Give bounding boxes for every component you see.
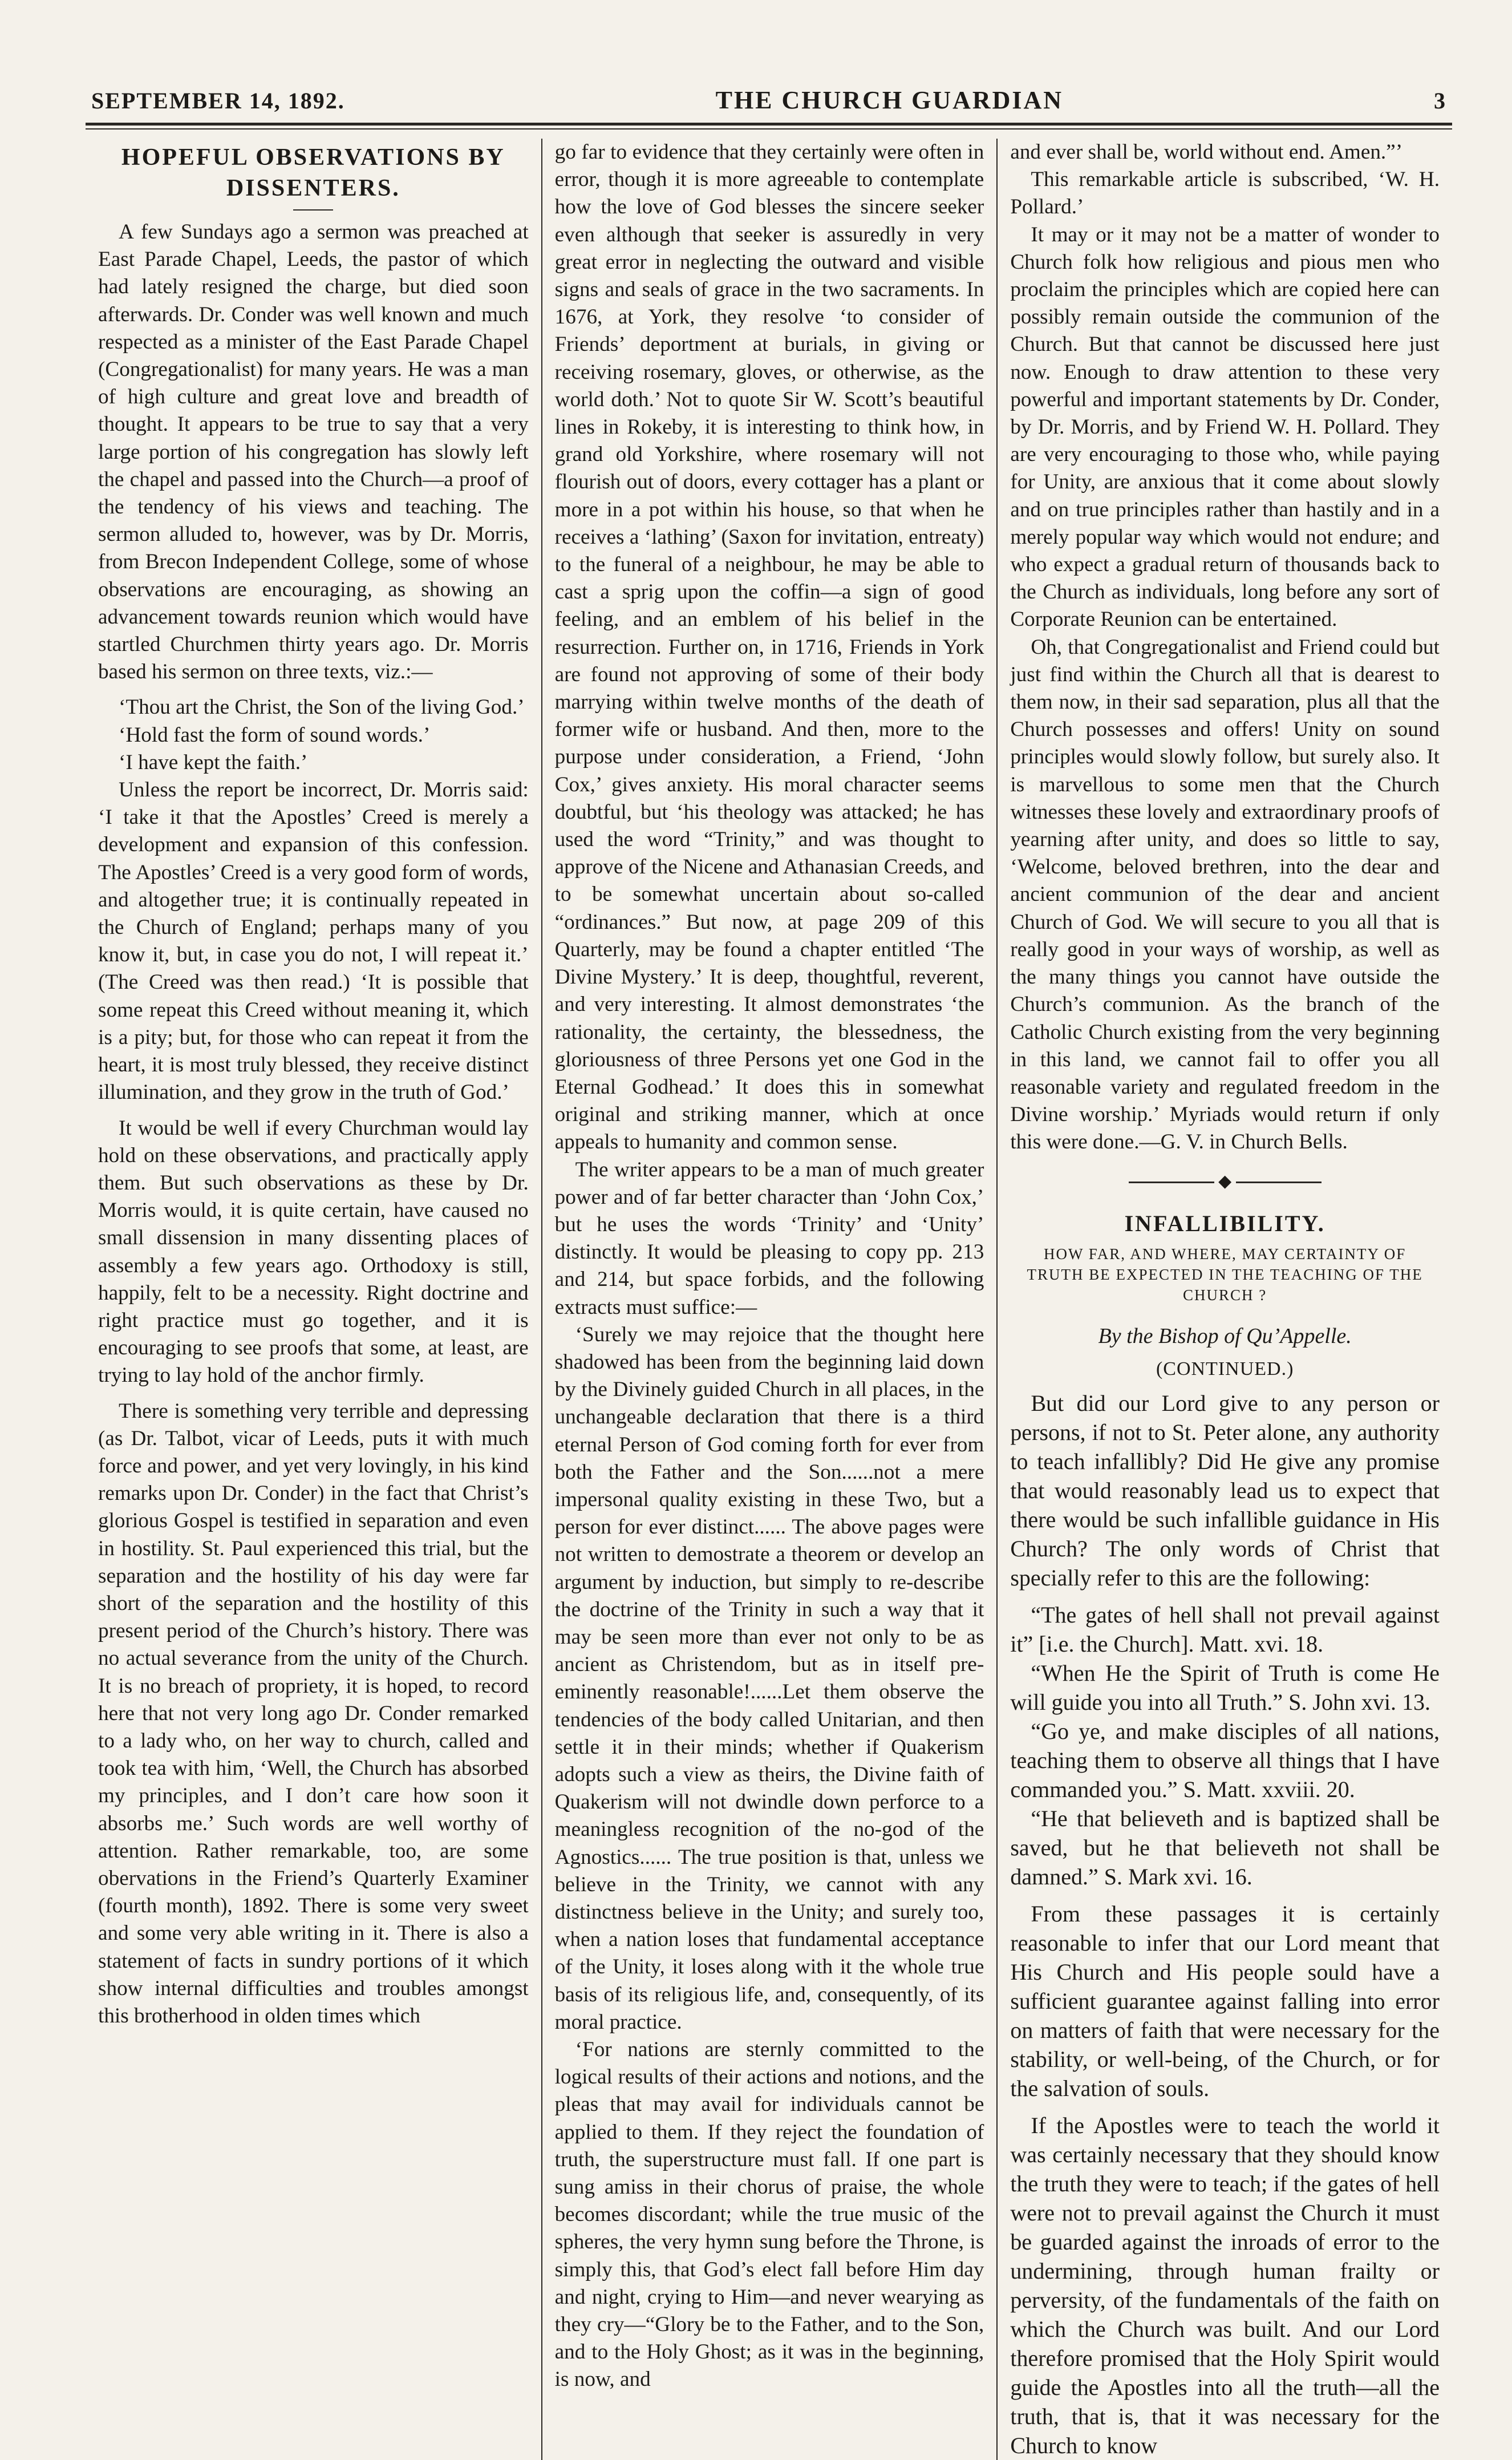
column-3: [996, 139, 1452, 2460]
quote-line: ‘I have kept the faith.’: [119, 750, 308, 774]
continued-label: (CONTINUED.): [1156, 1358, 1294, 1379]
issue-date: SEPTEMBER 14, 1892.: [91, 88, 345, 114]
paragraph: go far to evidence that they certainly were often in error, though it is more agreeable to contemplate how the love of God blesses the sincere seeker even although that seeker is assuredly in very great error in neglecting the outward and visible signs and seals of grace in the two sacraments. In 1676, at York, they resolve ‘to consider of Friends’ deportment at burials, in giving or receiving rosemary, gloves, or otherwise, as the world doth.’ Not to quote Sir W. Scott’s beautiful lines in Rokeby, it is interesting to think how, in grand old Yorkshire, where rosemary will not flourish out of doors, every cottager has a plant or more in a pot within his house, so that when he receives a ‘lathing’ (Saxon for invitation, entreaty) to the funeral of a neighbour, he may be able to cast a sprig upon the coffin—a sign of good feeling, and an emblem of his belief in the resurrection. Further on, in 1716, Friends in York are found not approving of some of their body marrying within twelve months of the death of former wife or husband. And then, more to the purpose under consideration, a Friend, ‘John Cox,’ gives anxiety. His moral character seems doubtful, but ‘his theology was attacked; he has used the word “Trinity,” and was thought to approve of the Nicene and Athanasian Creeds, and to be somewhat uncertain about so-called “ordinances.” But now, at page 209 of this Quarterly, may be found a chapter entitled ‘The Divine Mystery.’ It is deep, thoughtful, reverent, and very interesting. It almost demonstrates ‘the rationality, the certainty, the blessedness, the gloriousness of three Persons yet one God in the Eternal Godhead.’ It does this in somewhat original and striking manner, which at once appeals to humanity and common sense.: [554, 140, 984, 1154]
page-number: 3: [1433, 88, 1446, 114]
text-columns: [86, 139, 1452, 2459]
title-rule: [293, 209, 333, 211]
article-title: INFALLIBILITY.: [1124, 1210, 1325, 1236]
header-rule: [86, 123, 1452, 126]
article-subtitle: HOW FAR, AND WHERE, MAY CERTAINTY OF TRUTH BE EXPECTED IN THE TEACHING OF THE CHURCH ?: [1027, 1245, 1423, 1304]
paragraph: There is something very terrible and depressing (as Dr. Talbot, vicar of Leeds, puts it with much force and power, and yet very lovingly, in his kind remarks upon Dr. Conder) in the fact that Christ’s glorious Gospel is testified in separation and even in hostility. St. Paul experienced this trial, but the separation and the hostility of his day were far short of the separation and the hostility of this present period of the Church’s history. There was no actual severance from the unity of the Church. It is no breach of propriety, it is hoped, to record here that not very long ago Dr. Conder remarked to a lady who, on her way to church, called and took tea with him, ‘Well, the Church has absorbed my principles, and I don’t care how soon it absorbs me.’ Such words are well worthy of attention. Rather remarkable, too, are some obervations in the Friend’s Quarterly Examiner (fourth month), 1892. There is some very sweet and some very able writing in it. There is also a statement of facts in sundry portions of it which show internal difficulties and troubles amongst this brotherhood in olden times which: [98, 1399, 529, 2028]
divider-bar: [1236, 1182, 1322, 1183]
paragraph: If the Apostles were to teach the world it was certainly necessary that they should know the truth they were to teach; if the gates of hell were not to prevail against the Church it must be guarded against the inroads of error to the undermining, through human frailty or perversity, of the fundamentals of the faith on which the Church was built. And our Lord therefore promised that the Holy Spirit would guide the Apostles into all the truth—all the truth, that is, that it was necessary for the Church to know: [1010, 2113, 1440, 2459]
paragraph: Oh, that Congregationalist and Friend could but just find within the Church all that is dearest to them now, in their sad separation, plus all that the Church possesses and offers! Unity on sound principles would slowly follow, but surely also. It is marvellous to some men that the Church witnesses these lovely and extraordinary proofs of yearning after unity, and does so little to say, ‘Welcome, beloved brethren, into the dear and ancient communion of the dear and ancient Church of God. We will secure to you all that is really good in your ways of worship, as well as the many things you cannot have outside the Church’s communion. As the branch of the Catholic Church existing from the very beginning in this land, we cannot fail to offer you all reasonable variety and regulated freedom in the Divine worship.’ Myriads would return if only this were done.—G. V. in Church Bells.: [1010, 635, 1440, 1154]
header-rule-thin: [86, 128, 1452, 130]
article-byline: By the Bishop of Qu’Appelle.: [1098, 1324, 1352, 1348]
paragraph: This remarkable article is subscribed, ‘W. H. Pollard.’: [1010, 168, 1440, 219]
quote-line: “When He the Spirit of Truth is come He will guide you into all Truth.” S. John xvi. 13.: [1010, 1660, 1440, 1715]
paragraph: The writer appears to be a man of much greater power and of far better character than ‘John Cox,’ but he uses the words ‘Trinity’ and ‘Unity’ distinctly. It would be pleasing to copy pp. 213 and 214, but space forbids, and the following extracts must suffice:—: [554, 1158, 984, 1319]
paragraph: From these passages it is certainly reasonable to infer that our Lord meant that His Church and His people sould have a sufficient guarantee against falling into error on matters of faith that were necessary for the stability, or well-being, of the Church, or for the salvation of souls.: [1010, 1901, 1440, 2102]
page-header: [86, 86, 1452, 120]
quote-line: “The gates of hell shall not prevail against it” [i.e. the Church]. Matt. xvi. 18.: [1010, 1602, 1440, 1657]
paragraph: ‘For nations are sternly committed to the logical results of their actions and notions, and the pleas that may avail for individuals cannot be applied to them. If they reject the foundation of truth, the superstructure must fall. If one part is sung amiss in their chorus of praise, the whole becomes discordant; while the true music of the spheres, the very hymn sung before the Throne, is simply this, that God’s elect fall before Him day and night, crying to Him—and never wearying as they cry—“Glory be to the Father, and to the Son, and to the Holy Ghost; as it was in the beginning, is now, and: [554, 2038, 984, 2392]
quote-line: “Go ye, and make disciples of all nations, teaching them to observe all things that I have commanded you.” S. Matt. xxviii. 20.: [1010, 1718, 1440, 1803]
column-1: [86, 139, 541, 2460]
quote-line: ‘Hold fast the form of sound words.’: [119, 723, 431, 747]
newspaper-title: THE CHURCH GUARDIAN: [715, 86, 1064, 114]
paragraph: A few Sundays ago a sermon was preached at East Parade Chapel, Leeds, the pastor of which had lately resigned the charge, but died soon afterwards. Dr. Conder was well known and much respected as a minister of the East Parade Chapel (Congregationalist) for many years. He was a man of high culture and great love and breadth of thought. It appears to be true to say that a very large portion of his congregation has slowly left the chapel and passed into the Church—a proof of the tendency of his views and teaching. The sermon alluded to, however, was by Dr. Morris, from Brecon Independent College, some of whose observations are encouraging, as showing an advancement towards reunion which would have startled Churchmen thirty years ago. Dr. Morris based his sermon on three texts, viz.:—: [98, 220, 529, 684]
paragraph: But did our Lord give to any person or persons, if not to St. Peter alone, any authority to teach infallibly? Did He give any promise that would reasonably lead us to expect that there would be such infallible guidance in His Church? The only words of Christ that specially refer to this are the following:: [1010, 1390, 1440, 1591]
section-divider: [1010, 1168, 1440, 1195]
column-2: [541, 139, 997, 2460]
article-title: HOPEFUL OBSERVATIONS BY DISSENTERS.: [121, 144, 505, 201]
quote-line: “He that believeth and is baptized shall be saved, but he that believeth not shall be damned.” S. Mark xvi. 16.: [1010, 1806, 1440, 1890]
paragraph: Unless the report be incorrect, Dr. Morris said: ‘I take it that the Apostles’ Creed is merely a development and expansion of this confession. The Apostles’ Creed is a very good form of words, and altogether true; it is continually repeated in the Church of England; perhaps many of you know it, but, in case you do not, I will repeat it.’ (The Creed was then read.) ‘It is possible that some repeat this Creed without meaning it, which is a pity; but, for those who can repeat it from the heart, it is most truly blessed, they receive distinct illumination, and they grow in the truth of God.’: [98, 778, 529, 1104]
divider-ornament-icon: ◆: [1218, 1171, 1232, 1191]
paragraph: ‘Surely we may rejoice that the thought here shadowed has been from the beginning laid down by the Divinely guided Church in all places, in the unchangeable declaration that there is a third eternal Person of God coming forth for ever from both the Father and the Son......not a mere impersonal quality existing in these Two, but a person for ever distinct...... The above pages were not written to demostrate a theorem or develop an argument by induction, but simply to re-describe the doctrine of the Trinity in such a way that it may be seen more than ever not only to be as ancient as Christendom, but as in itself pre-eminently reasonable!......Let them observe the tendencies of the body called Unitarian, and then settle it in their minds; whether if Quakerism adopts such a view as theirs, the Divine faith of Quakerism will not dwindle down perforce to a meaningless recognition of the no-god of the Agnostics...... The true position is that, unless we believe in the Trinity, we cannot with any distinctness believe in the Unity; and surely too, when a nation loses that fundamental acceptance of the Unity, it loses along with it the whole true basis of its religious life, and, consequently, of its moral practice.: [554, 1322, 984, 2034]
paragraph: It may or it may not be a matter of wonder to Church folk how religious and pious men who proclaim the principles which are copied here can possibly remain outside the communion of the Church. But that cannot be discussed here just now. Enough to draw attention to these very powerful and important statements by Dr. Conder, by Dr. Morris, and by Friend W. H. Pollard. They are very encouraging to those who, while paying for Unity, are anxious that it come about slowly and on true principles rather than hastily and in a merely popular way which would not endure; and who expect a gradual return of thousands back to the Church as individuals, long before any sort of Corporate Reunion can be entertained.: [1010, 222, 1440, 632]
divider-bar: [1129, 1182, 1214, 1183]
paragraph: It would be well if every Churchman would lay hold on these observations, and practically apply them. But such observations as these by Dr. Morris would, it is quite certain, have caused no small dissension in many dissenting places of assembly a few years ago. Orthodoxy is still, happily, felt to be a necessity. Right doctrine and right practice must go together, and it is encouraging to see proofs that some, at least, are trying to lay hold of the anchor firmly.: [98, 1116, 529, 1387]
quote-line: ‘Thou art the Christ, the Son of the living God.’: [119, 695, 525, 719]
paragraph: and ever shall be, world without end. Amen.”’: [1010, 140, 1403, 164]
